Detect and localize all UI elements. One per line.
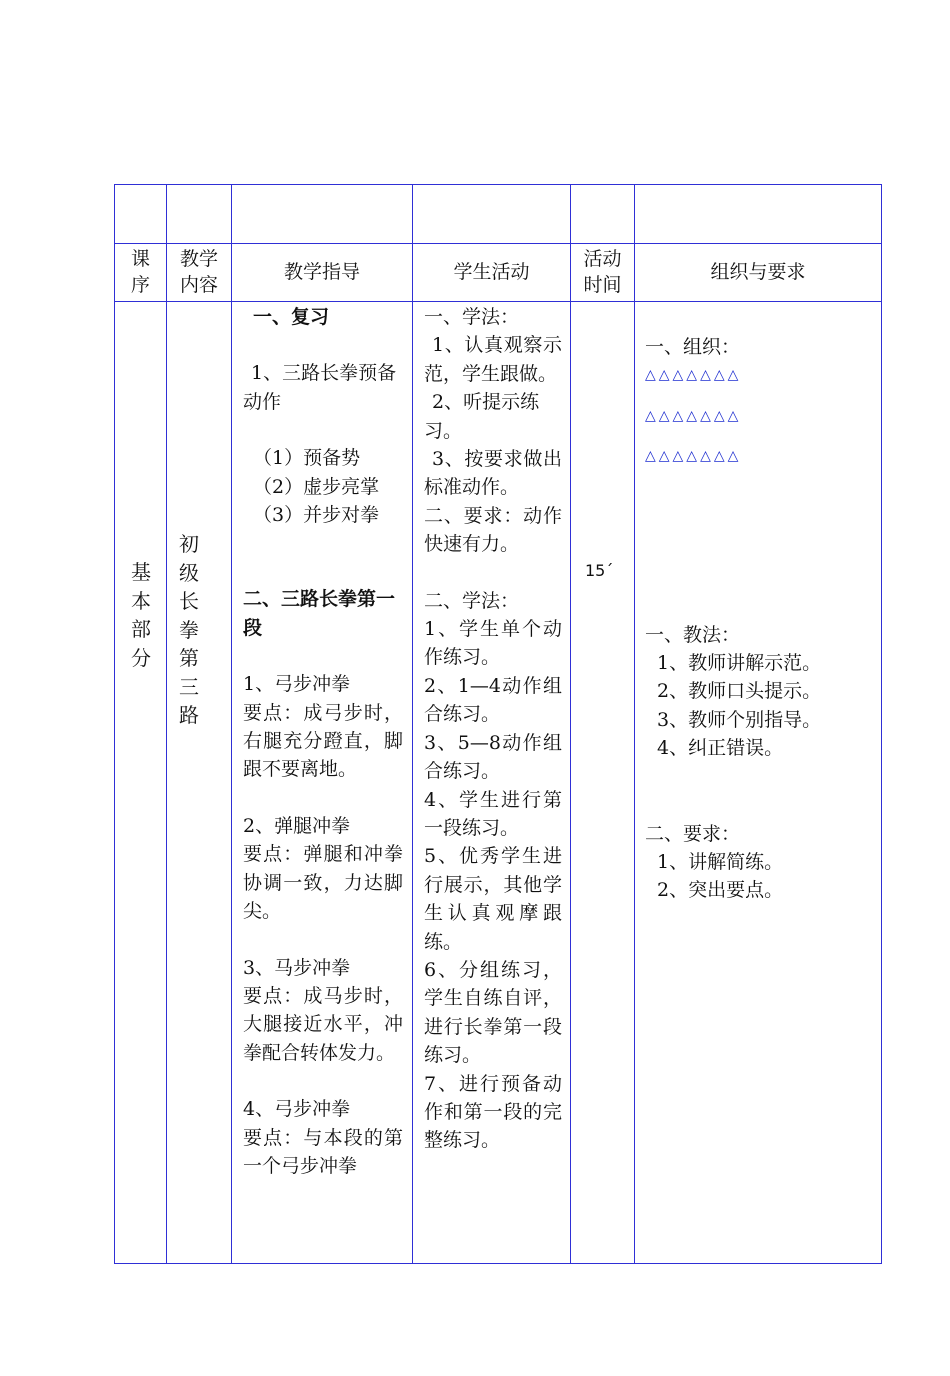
header-content: 教学 内容 bbox=[179, 248, 218, 296]
guidance-column bbox=[243, 303, 403, 1180]
header-student: 学生活动 bbox=[453, 261, 530, 283]
sub-item: （1）预备势 bbox=[253, 447, 361, 470]
teach-item: 3、教师个别指导。 bbox=[657, 708, 822, 731]
lesson-plan-table bbox=[114, 184, 882, 1264]
student-column bbox=[424, 303, 562, 1155]
formation-row: △△△△△△△ bbox=[645, 367, 742, 384]
org-title: 一、组织： bbox=[645, 336, 741, 358]
move-desc: 要点：成弓步时，右腿充分蹬直，脚跟不要离地。 bbox=[243, 701, 403, 781]
section-label: 基 本 部 分 bbox=[131, 560, 151, 670]
move-title: 3、马步冲拳 bbox=[243, 956, 351, 979]
student-line: 1、认真观察示范，学生跟做。 bbox=[424, 334, 562, 385]
header-guidance: 教学指导 bbox=[283, 261, 360, 283]
student-line: 6、分组练习，学生自练自评，进行长拳第一段练习。 bbox=[424, 958, 562, 1067]
header-org: 组织与要求 bbox=[710, 261, 806, 283]
review-title: 一、复习 bbox=[253, 306, 330, 328]
teach-title: 一、教法： bbox=[645, 623, 741, 646]
student-line: 2、1—4动作组合练习。 bbox=[424, 674, 562, 726]
header-order: 课 序 bbox=[130, 248, 150, 296]
column-divider bbox=[634, 185, 635, 1263]
student-line: 一、学法： bbox=[424, 306, 520, 328]
formation-row: △△△△△△△ bbox=[645, 448, 742, 465]
move-desc: 要点：弹腿和冲拳协调一致，力达脚尖。 bbox=[243, 843, 403, 923]
column-divider bbox=[412, 185, 413, 1263]
teach-item: 4、纠正错误。 bbox=[657, 737, 784, 760]
move-title: 1、弓步冲拳 bbox=[243, 673, 351, 696]
req-item: 1、讲解简练。 bbox=[657, 851, 784, 874]
move-title: 4、弓步冲拳 bbox=[243, 1098, 351, 1121]
student-line: 7、进行预备动作和第一段的完整练习。 bbox=[424, 1072, 562, 1152]
teach-item: 2、教师口头提示。 bbox=[657, 680, 822, 703]
req-title: 二、要求： bbox=[645, 822, 741, 845]
section-title: 二、三路长拳第一段 bbox=[243, 588, 396, 639]
header-time: 活动 时间 bbox=[583, 248, 622, 296]
move-desc: 要点：成马步时，大腿接近水平，冲拳配合转体发力。 bbox=[243, 984, 403, 1064]
move-title: 2、弹腿冲拳 bbox=[243, 814, 351, 837]
move-desc: 要点：与本段的第一个弓步冲拳 bbox=[243, 1126, 403, 1177]
org-column bbox=[645, 333, 875, 905]
teach-item: 1、教师讲解示范。 bbox=[657, 652, 822, 675]
student-line: 1、学生单个动作练习。 bbox=[424, 618, 562, 669]
student-line: 二、学法： bbox=[424, 589, 520, 612]
student-line: 3、按要求做出标准动作。 bbox=[424, 448, 562, 499]
activity-time: 15´ bbox=[585, 561, 614, 580]
column-divider bbox=[570, 185, 571, 1263]
row-divider bbox=[115, 301, 881, 302]
content-label: 初 级 长 拳 第 三 路 bbox=[179, 532, 199, 727]
student-line: 2、听提示练习。 bbox=[424, 391, 540, 442]
formation-row: △△△△△△△ bbox=[645, 407, 742, 424]
sub-item: （2）虚步亮掌 bbox=[253, 475, 380, 498]
review-item: 1、三路长拳预备动作 bbox=[243, 362, 397, 413]
column-divider bbox=[166, 185, 167, 1263]
column-divider bbox=[231, 185, 232, 1263]
student-line: 4、学生进行第一段练习。 bbox=[424, 788, 562, 839]
student-line: 5、优秀学生进行展示，其他学生认真观摩跟练。 bbox=[424, 845, 562, 953]
student-line: 二、要求：动作快速有力。 bbox=[424, 504, 562, 556]
student-line: 3、5—8动作组合练习。 bbox=[424, 731, 562, 783]
sub-item: （3）并步对拳 bbox=[253, 504, 380, 527]
req-item: 2、突出要点。 bbox=[657, 879, 784, 902]
